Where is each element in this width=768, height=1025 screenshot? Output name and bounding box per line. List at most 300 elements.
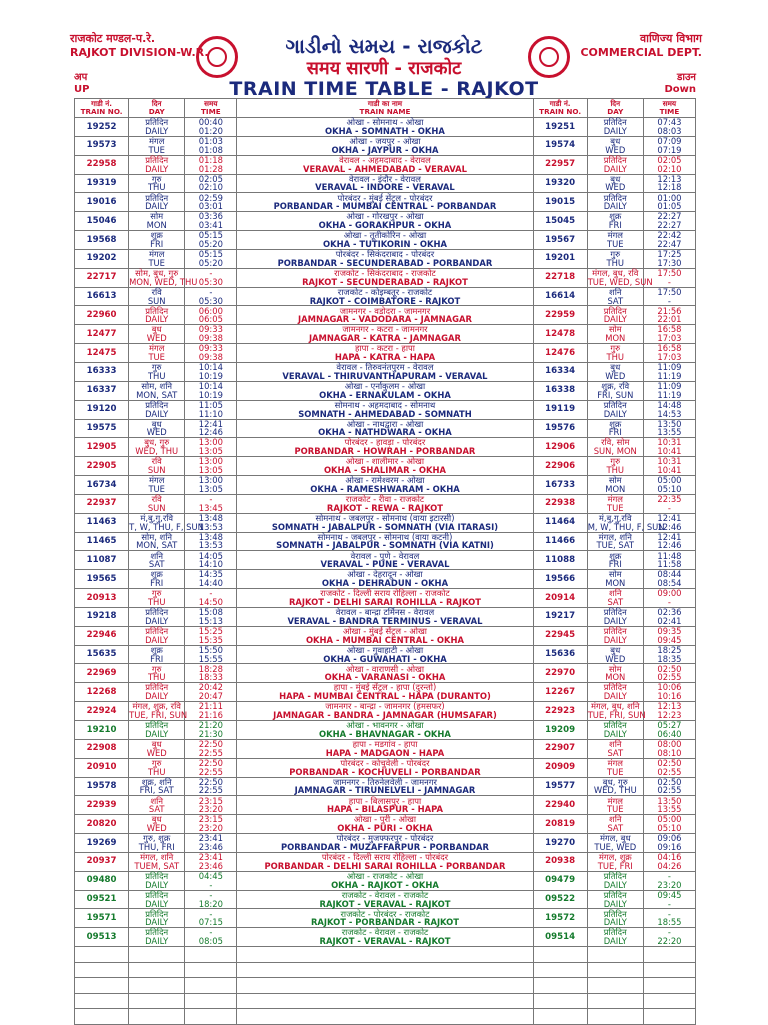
cell-text: 01:00 [657, 192, 682, 203]
empty-row [75, 1009, 696, 1025]
train-name [237, 306, 533, 325]
cell-text: 13:55 [657, 427, 682, 438]
up-day [129, 721, 185, 740]
up-train-no [75, 400, 129, 419]
down-day [587, 174, 643, 193]
cell-text: - [667, 276, 671, 287]
cell-text: WED, THU [135, 446, 179, 457]
down-day [587, 306, 643, 325]
cell-text: जामनगर - तिरुनेलवेली - जामनगर [333, 776, 437, 787]
cell-text: 08:10 [657, 747, 682, 758]
col-header-train-no [533, 99, 587, 118]
train-name [237, 438, 533, 457]
down-day [587, 758, 643, 777]
col-header-text: TIME [201, 107, 221, 116]
down-time [643, 476, 695, 495]
cell-text: WED [146, 427, 167, 438]
cell-text: 18:55 [657, 917, 682, 928]
cell-text: बुध, गुरु [144, 437, 170, 448]
cell-text: 05:15 [198, 249, 223, 260]
up-day [129, 796, 185, 815]
cell-text: 12:23 [657, 710, 682, 721]
up-day [129, 381, 185, 400]
cell-text: बुध [151, 738, 162, 749]
cell-text: DAILY [145, 125, 169, 136]
cell-text: प्रतिदिन [603, 305, 627, 316]
table-row [75, 721, 696, 740]
up-day [129, 267, 198, 287]
cell-text: 20914 [545, 592, 576, 603]
cell-text: THU, FRI [138, 841, 175, 852]
cell-text: राजकोट - दिल्ली सराय रोहिल्ला - राजकोट [320, 588, 450, 599]
cell-text: WED [146, 747, 167, 758]
table-row [75, 739, 696, 758]
down-day [587, 476, 643, 495]
cell-text: WED [605, 370, 626, 381]
up-time [185, 928, 237, 947]
cell-text: 21:30 [198, 728, 223, 739]
up-day [129, 739, 185, 758]
cell-text: 13:53 [198, 521, 223, 532]
cell-text: - [667, 898, 671, 909]
up-time [185, 249, 237, 268]
up-train-no [75, 796, 129, 815]
empty-cell [237, 978, 533, 994]
cell-text: प्रतिदिन [145, 117, 169, 128]
cell-text: 22970 [545, 667, 576, 678]
cell-text: पोरबंदर - मुंबई सेंट्रल - पोरबंदर [337, 192, 433, 203]
cell-text: शुक्र, रवि [601, 380, 630, 391]
down-day [587, 834, 643, 853]
up-time [185, 777, 237, 796]
down-day [587, 852, 643, 871]
down-train-no [533, 871, 587, 890]
cell-text: 16:58 [657, 343, 682, 354]
cell-text: 14:53 [657, 408, 682, 419]
division-english: RAJKOT DIVISION-W.R. [70, 46, 209, 59]
empty-cell [643, 962, 695, 978]
down-hindi: डाउन [677, 72, 696, 83]
empty-cell [75, 978, 129, 994]
cell-text: SUN [147, 465, 166, 476]
cell-text: MON [605, 333, 626, 344]
cell-text: 10:31 [657, 456, 682, 467]
up-day [129, 777, 185, 796]
empty-cell [237, 947, 533, 963]
cell-text: 01:18 [198, 154, 223, 165]
down-day [587, 909, 643, 928]
cell-text: ओखा - सोमनाथ - ओखा [346, 117, 424, 128]
up-day [129, 400, 185, 419]
cell-text: प्रतिदिन [603, 154, 627, 165]
cell-text: OKHA - NATHDWARA - OKHA [318, 427, 452, 438]
cell-text: 19119 [545, 404, 576, 415]
cell-text: 16334 [545, 366, 576, 377]
up-english: UP [74, 84, 90, 95]
cell-text: DAILY [603, 917, 627, 928]
cell-text: 23:20 [198, 823, 223, 834]
up-day [129, 551, 185, 570]
cell-text: शुक्र [609, 211, 622, 222]
cell-text: 09:35 [657, 625, 682, 636]
cell-text: MON [605, 483, 626, 494]
down-day [587, 626, 643, 645]
down-time [643, 457, 695, 476]
cell-text: 10:06 [657, 682, 682, 693]
cell-text: 12:41 [657, 512, 682, 523]
down-time [643, 834, 695, 853]
train-name [237, 136, 533, 155]
down-day [587, 136, 643, 155]
cell-text: 11:09 [657, 380, 682, 391]
down-day [587, 890, 643, 909]
cell-text: M, W, THU, F, SUN [587, 521, 665, 532]
down-day [587, 155, 643, 174]
cell-text: 10:19 [198, 389, 223, 400]
up-time [185, 607, 237, 626]
cell-text: RAJKOT - DELHI SARAI ROHILLA - RAJKOT [288, 597, 481, 608]
up-time [185, 871, 237, 890]
down-day [587, 231, 643, 250]
cell-text: 23:46 [198, 841, 223, 852]
empty-cell [75, 947, 129, 963]
cell-text: ओखा - गोरखपुर - ओखा [346, 211, 424, 222]
cell-text: DAILY [145, 163, 169, 174]
cell-text: सोम, शनि [141, 531, 173, 542]
cell-text: 07:43 [657, 117, 682, 128]
cell-text: VERAVAL - BANDRA TERMINUS - VERAVAL [287, 615, 483, 626]
empty-cell [185, 1009, 237, 1025]
cell-text: 04:26 [657, 860, 682, 871]
down-train-no [533, 551, 587, 570]
empty-cell [533, 1009, 587, 1025]
cell-text: 02:10 [198, 182, 223, 193]
cell-text: SUN [147, 502, 166, 513]
cell-text: 14:50 [198, 597, 223, 608]
up-train-no [75, 551, 129, 570]
cell-text: DAILY [603, 728, 627, 739]
empty-cell [643, 978, 695, 994]
cell-text: TUE, FRI, SUN [129, 710, 188, 721]
cell-text: गुरु [151, 362, 162, 373]
cell-text: OKHA - MUMBAI CENTRAL - OKHA [305, 634, 464, 645]
table-row [75, 532, 696, 551]
cell-text: प्रतिदिन [603, 908, 627, 919]
cell-text: 02:05 [657, 154, 682, 165]
down-time [643, 683, 695, 702]
cell-text: 02:41 [657, 615, 682, 626]
cell-text: 09:33 [198, 324, 223, 335]
down-day [587, 267, 653, 287]
down-english: Down [664, 84, 696, 95]
up-train-no [75, 494, 129, 513]
cell-text: गुरु [151, 757, 162, 768]
cell-text: 19567 [545, 234, 576, 245]
down-train-no [533, 739, 587, 758]
up-train-no [75, 344, 129, 363]
cell-text: 12:18 [657, 182, 682, 193]
cell-text: पोरबंदर - दिल्ली सराय रोहिल्ला - पोरबंदर [321, 852, 449, 863]
table-row [75, 457, 696, 476]
cell-text: 05:20 [198, 238, 223, 249]
cell-text: प्रतिदिन [603, 682, 627, 693]
cell-text: जामनगर - कटरा - जामनगर [342, 324, 428, 335]
cell-text: 19319 [86, 178, 117, 189]
cell-text: 05:20 [198, 257, 223, 268]
cell-text: 21:11 [198, 701, 223, 712]
cell-text: ओखा - भावनगर - ओखा [346, 720, 424, 731]
table-row [75, 513, 696, 532]
cell-text: 05:30 [198, 295, 223, 306]
train-name [237, 532, 533, 551]
down-train-no [533, 136, 587, 155]
empty-cell [129, 978, 185, 994]
cell-text: 19574 [545, 140, 576, 151]
cell-text: OKHA - ERNAKULAM - OKHA [319, 389, 451, 400]
down-time [643, 909, 695, 928]
table-row [75, 834, 696, 853]
up-day [129, 701, 188, 721]
empty-cell [533, 962, 587, 978]
cell-text: 05:00 [657, 814, 682, 825]
cell-text: 22908 [86, 743, 117, 754]
train-name [237, 702, 533, 721]
cell-text: 13:50 [657, 795, 682, 806]
cell-text: 19217 [545, 611, 576, 622]
down-train-no [533, 212, 587, 231]
cell-text: ओखा - नाथद्वारा - ओखा [346, 418, 424, 429]
train-name [237, 457, 533, 476]
cell-text: 08:05 [198, 936, 223, 947]
down-day [587, 928, 643, 947]
up-train-no [75, 815, 129, 834]
up-day [129, 287, 185, 306]
train-name [237, 344, 533, 363]
table-row [75, 852, 696, 871]
down-time [643, 928, 695, 947]
cell-text: WED, THU [593, 785, 637, 796]
cell-text: पोरबंदर - मुजफ्फरपुर - पोरबंदर [336, 833, 434, 844]
cell-text: DAILY [145, 898, 169, 909]
up-day [129, 212, 185, 231]
up-train-no [75, 871, 129, 890]
train-name [237, 758, 533, 777]
col-header-time [643, 99, 695, 118]
cell-text: 22:42 [657, 230, 682, 241]
down-time [643, 438, 695, 457]
cell-text: 10:16 [657, 691, 682, 702]
cell-text: 07:19 [657, 144, 682, 155]
title-hindi: समय सारणी - राजकोट [306, 58, 462, 79]
cell-text: वेरावल - अहमदाबाद - वेरावल [339, 154, 431, 165]
cell-text: TUE, SAT [596, 540, 635, 551]
up-train-no [75, 570, 129, 589]
up-train-no [75, 325, 129, 344]
cell-text: THU [606, 257, 625, 268]
cell-text: 02:55 [657, 672, 682, 683]
up-day [129, 645, 185, 664]
up-day [129, 815, 185, 834]
empty-cell [185, 947, 237, 963]
cell-text: HAPA - MUMBAI CENTRAL - HAPA (DURANTO) [279, 691, 491, 702]
down-train-no [533, 249, 587, 268]
cell-text: 22718 [545, 272, 576, 283]
cell-text: 20819 [545, 818, 576, 829]
empty-cell [587, 1009, 643, 1025]
table-row [75, 815, 696, 834]
cell-text: शुक्र [150, 230, 163, 241]
cell-text: SOMNATH - JABALPUR - SOMNATH (VIA KATNI) [276, 540, 494, 551]
cell-text: - [209, 908, 213, 919]
up-train-no [75, 476, 129, 495]
cell-text: 09:45 [657, 634, 682, 645]
up-day [129, 532, 185, 551]
table-row [75, 796, 696, 815]
cell-text: ओखा - देहरादून - ओखा [347, 569, 423, 580]
cell-text: 12475 [86, 347, 117, 358]
cell-text: OKHA - GUWAHATI - OKHA [323, 653, 447, 664]
up-train-no [75, 607, 129, 626]
cell-text: DAILY [603, 163, 627, 174]
train-name [237, 928, 533, 947]
down-train-no [533, 890, 587, 909]
cell-text: 09:16 [657, 841, 682, 852]
cell-text: 13:05 [198, 465, 223, 476]
cell-text: 19566 [545, 573, 576, 584]
cell-text: सोम [608, 663, 622, 674]
cell-text: OKHA - PURI - OKHA [337, 823, 433, 834]
cell-text: राजकोट - वेरावल - राजकोट [341, 927, 429, 938]
cell-text: मंगल, बुध, शनि [591, 701, 640, 712]
cell-text: ओखा - शालीमार - ओखा [345, 456, 425, 467]
cell-text: 11088 [545, 554, 576, 565]
cell-text: DAILY [145, 879, 169, 890]
cell-text: 21:20 [198, 720, 223, 731]
cell-text: TUE [148, 257, 165, 268]
train-name [237, 287, 533, 306]
cell-text: प्रतिदिन [603, 625, 627, 636]
cell-text: प्रतिदिन [145, 870, 169, 881]
cell-text: 16733 [545, 479, 576, 490]
table-header-row [75, 99, 696, 118]
cell-text: प्रतिदिन [145, 927, 169, 938]
cell-text: 17:50 [657, 286, 682, 297]
cell-text: मंगल, बुध [599, 833, 631, 844]
cell-text: 11466 [545, 536, 576, 547]
cell-text: 09513 [86, 931, 117, 942]
train-name [237, 551, 533, 570]
down-train-no [533, 306, 587, 325]
up-day [129, 512, 204, 532]
empty-cell [237, 1009, 533, 1025]
cell-text: DAILY [603, 615, 627, 626]
down-time [643, 419, 695, 438]
cell-text: 16337 [86, 385, 117, 396]
cell-text: 20913 [86, 592, 117, 603]
up-train-no [75, 362, 129, 381]
down-day [587, 777, 643, 796]
up-time [185, 136, 237, 155]
cell-text: OKHA - BHAVNAGAR - OKHA [319, 728, 451, 739]
empty-cell [129, 1009, 185, 1025]
cell-text: SAT [607, 295, 624, 306]
cell-text: बुध [610, 362, 621, 373]
cell-text: प्रतिदिन [603, 399, 627, 410]
up-time [185, 626, 237, 645]
cell-text: शुक्र [609, 550, 622, 561]
cell-text: जामनगर - बान्द्रा - जामनगर (हमसफर) [325, 701, 445, 712]
down-time [643, 231, 695, 250]
cell-text: 19120 [86, 404, 117, 415]
cell-text: MON, WED, THU [129, 276, 198, 287]
empty-cell [129, 993, 185, 1009]
cell-text: 18:35 [657, 653, 682, 664]
cell-text: VERAVAL - AHMEDABAD - VERAVAL [302, 163, 467, 174]
cell-text: OKHA - SOMNATH - OKHA [325, 125, 445, 136]
cell-text: 20:42 [198, 682, 223, 693]
empty-cell [129, 947, 185, 963]
cell-text: RAJKOT - VERAVAL - RAJKOT [319, 898, 451, 909]
down-train-no [533, 664, 587, 683]
down-time [643, 249, 695, 268]
cell-text: 22717 [86, 272, 117, 283]
up-train-no [75, 758, 129, 777]
down-time [643, 174, 695, 193]
cell-text: 06:40 [657, 728, 682, 739]
up-train-no [75, 532, 129, 551]
cell-text: TUE [607, 502, 624, 513]
down-train-no [533, 174, 587, 193]
cell-text: प्रतिदिन [145, 399, 169, 410]
cell-text: बुध [610, 173, 621, 184]
down-train-no [533, 928, 587, 947]
cell-text: पोरबंदर - कोचुवेली - पोरबंदर [340, 757, 430, 768]
cell-text: बुध, गुरु [602, 776, 628, 787]
cell-text: 22:35 [657, 494, 682, 504]
down-train-no [533, 344, 587, 363]
cell-text: - [209, 879, 213, 890]
down-time [643, 118, 695, 137]
train-name [237, 664, 533, 683]
cell-text: 02:10 [657, 163, 682, 174]
cell-text: 15:08 [198, 607, 223, 618]
down-train-no [533, 570, 587, 589]
down-time [643, 400, 695, 419]
cell-text: 19565 [86, 573, 117, 584]
cell-text: 05:27 [657, 720, 682, 731]
cell-text: SUN, MON [593, 446, 637, 457]
cell-text: मंगल [149, 135, 165, 146]
cell-text: 12:46 [198, 427, 223, 438]
cell-text: 22:55 [198, 747, 223, 758]
down-train-no [533, 400, 587, 419]
cell-text: प्रतिदिन [145, 154, 169, 165]
cell-text: 22924 [86, 705, 117, 716]
up-day [129, 664, 185, 683]
up-train-no [75, 739, 129, 758]
cell-text: DAILY [603, 634, 627, 645]
down-time [643, 381, 695, 400]
cell-text: 19251 [545, 121, 576, 132]
down-time [643, 155, 695, 174]
cell-text: 22959 [545, 309, 576, 320]
railway-logo-icon [528, 36, 570, 78]
cell-text: 22958 [86, 159, 117, 170]
down-time [643, 890, 695, 909]
cell-text: 09522 [545, 894, 576, 905]
down-train-no [533, 909, 587, 928]
down-time [643, 702, 695, 721]
